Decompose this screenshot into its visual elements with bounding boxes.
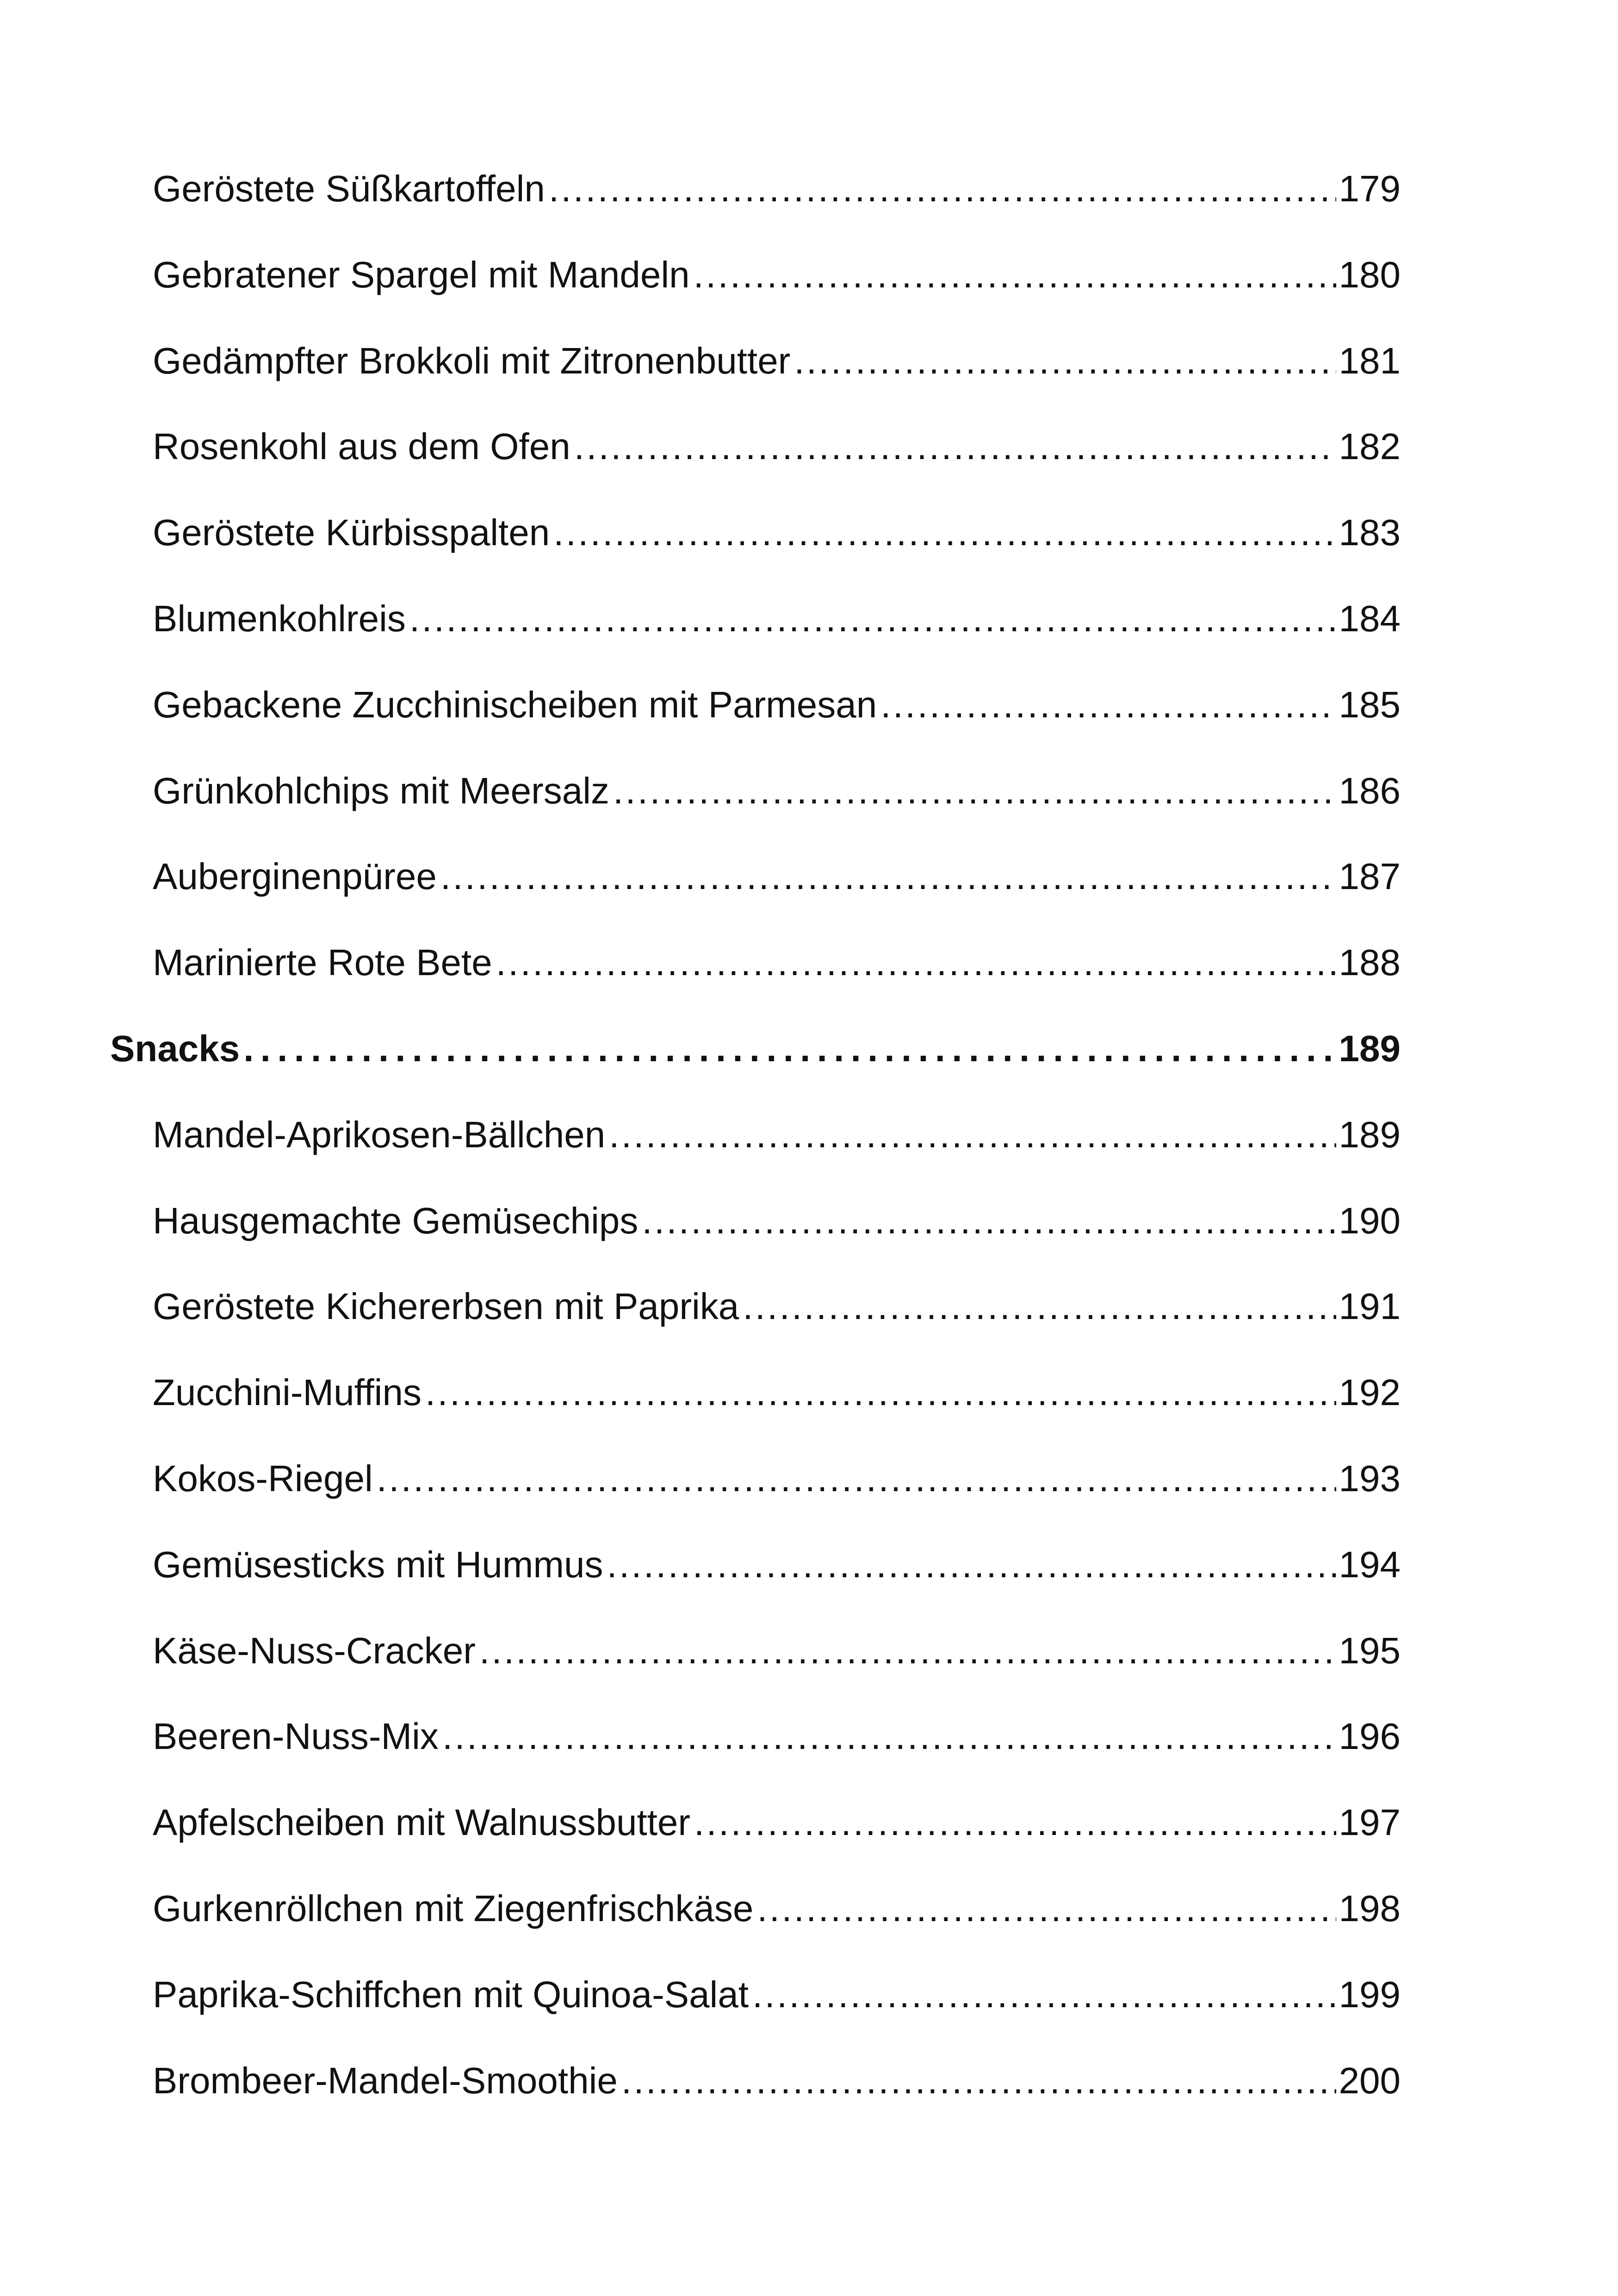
toc-page-number: 189 bbox=[1339, 1114, 1401, 1155]
dot-leader bbox=[794, 342, 1336, 380]
toc-page-number: 182 bbox=[1339, 426, 1401, 467]
toc-entry-title: Käse-Nuss-Cracker bbox=[153, 1630, 476, 1671]
toc-entry-title: Paprika-Schiffchen mit Quinoa-Salat bbox=[153, 1973, 749, 2015]
toc-entry bbox=[153, 1890, 1401, 1927]
toc-entry bbox=[153, 1288, 1401, 1325]
toc-entry-title: Apfelscheiben mit Walnussbutter bbox=[153, 1802, 691, 1843]
toc-entry bbox=[153, 1973, 1401, 2015]
toc-page-number: 191 bbox=[1339, 1286, 1401, 1327]
toc-page-number: 196 bbox=[1339, 1716, 1401, 1757]
toc-entry-title: Gemüsesticks mit Hummus bbox=[153, 1543, 603, 1585]
toc-section-heading bbox=[110, 1030, 1401, 1067]
toc-entry-title: Geröstete Süßkartoffeln bbox=[153, 168, 545, 209]
toc-entry-title: Rosenkohl aus dem Ofen bbox=[153, 426, 570, 467]
dot-leader bbox=[642, 1202, 1336, 1239]
toc-entry-title: Zucchini-Muffins bbox=[153, 1372, 422, 1413]
toc-page-number: 195 bbox=[1339, 1630, 1401, 1671]
toc-page-number: 192 bbox=[1339, 1372, 1401, 1413]
toc-entry-title: Gurkenröllchen mit Ziegenfrischkäse bbox=[153, 1888, 754, 1929]
toc-entry bbox=[153, 944, 1401, 981]
toc-entry-title: Gebackene Zucchinischeiben mit Parmesan bbox=[153, 684, 877, 725]
toc-entry bbox=[153, 1804, 1401, 1841]
toc-entry bbox=[153, 1543, 1401, 1585]
toc-entry bbox=[153, 1460, 1401, 1497]
toc-page-number: 194 bbox=[1339, 1543, 1401, 1585]
dot-leader bbox=[609, 1116, 1336, 1153]
dot-leader bbox=[377, 1460, 1336, 1497]
dot-leader bbox=[553, 514, 1336, 551]
toc-entry bbox=[153, 342, 1401, 380]
toc-entry bbox=[153, 1116, 1401, 1153]
toc-page-number: 186 bbox=[1339, 770, 1401, 811]
dot-leader bbox=[425, 1374, 1336, 1411]
toc-page-number: 200 bbox=[1339, 2060, 1401, 2101]
toc-entry-title: Geröstete Kichererbsen mit Paprika bbox=[153, 1286, 739, 1327]
toc-entry-title: Blumenkohlreis bbox=[153, 598, 406, 639]
toc-page-number: 190 bbox=[1339, 1200, 1401, 1241]
toc-page-number: 185 bbox=[1339, 684, 1401, 725]
dot-leader bbox=[496, 944, 1336, 981]
dot-leader bbox=[752, 1976, 1336, 2013]
dot-leader bbox=[743, 1288, 1336, 1325]
dot-leader bbox=[880, 686, 1336, 723]
toc-entry bbox=[153, 256, 1401, 293]
toc-page-number: 183 bbox=[1339, 512, 1401, 554]
dot-leader bbox=[243, 1030, 1336, 1067]
toc-entry-title: Snacks bbox=[110, 1028, 240, 1069]
dot-leader bbox=[613, 772, 1336, 809]
toc-entry bbox=[153, 1202, 1401, 1239]
toc-page-number: 198 bbox=[1339, 1888, 1401, 1929]
toc-entry bbox=[153, 1374, 1401, 1411]
dot-leader bbox=[621, 2062, 1336, 2099]
toc-page-number: 188 bbox=[1339, 942, 1401, 983]
toc-entry-title: Marinierte Rote Bete bbox=[153, 942, 492, 983]
toc-entry bbox=[153, 2062, 1401, 2099]
toc-page-number: 193 bbox=[1339, 1458, 1401, 1499]
toc-entry bbox=[153, 686, 1401, 723]
toc-page-number: 187 bbox=[1339, 856, 1401, 897]
toc-entry-title: Auberginenpüree bbox=[153, 856, 437, 897]
toc-page-number: 184 bbox=[1339, 598, 1401, 639]
toc-entry bbox=[153, 772, 1401, 809]
toc-entry bbox=[153, 512, 1401, 554]
dot-leader bbox=[694, 1804, 1336, 1841]
dot-leader bbox=[607, 1546, 1336, 1583]
toc-page-number: 199 bbox=[1339, 1973, 1401, 2015]
toc-entry bbox=[153, 1632, 1401, 1669]
toc-entry bbox=[153, 170, 1401, 207]
dot-leader bbox=[694, 256, 1336, 293]
dot-leader bbox=[574, 428, 1336, 465]
toc-entry bbox=[153, 1718, 1401, 1755]
toc-entry-title: Gebratener Spargel mit Mandeln bbox=[153, 254, 690, 295]
toc-entry-title: Kokos-Riegel bbox=[153, 1458, 373, 1499]
toc-entry-title: Geröstete Kürbisspalten bbox=[153, 512, 550, 554]
toc-entry bbox=[153, 428, 1401, 465]
toc-page-number: 180 bbox=[1339, 254, 1401, 295]
dot-leader bbox=[549, 170, 1336, 207]
toc-entry-title: Brombeer-Mandel-Smoothie bbox=[153, 2060, 618, 2101]
toc-entry bbox=[153, 600, 1401, 637]
toc-entry-title: Hausgemachte Gemüsechips bbox=[153, 1200, 639, 1241]
dot-leader bbox=[442, 1718, 1336, 1755]
toc-entry-title: Gedämpfter Brokkoli mit Zitronenbutter bbox=[153, 340, 791, 381]
toc-page-number: 181 bbox=[1339, 340, 1401, 381]
dot-leader bbox=[440, 858, 1336, 895]
toc-page-number: 197 bbox=[1339, 1802, 1401, 1843]
toc-page-number: 179 bbox=[1339, 168, 1401, 209]
dot-leader bbox=[757, 1890, 1336, 1927]
toc-entry-title: Beeren-Nuss-Mix bbox=[153, 1716, 439, 1757]
toc-entry bbox=[153, 858, 1401, 895]
toc-entry-title: Mandel-Aprikosen-Bällchen bbox=[153, 1114, 606, 1155]
toc-page-number: 189 bbox=[1339, 1028, 1401, 1069]
dot-leader bbox=[409, 600, 1336, 637]
dot-leader bbox=[479, 1632, 1336, 1669]
toc-entry-title: Grünkohlchips mit Meersalz bbox=[153, 770, 609, 811]
